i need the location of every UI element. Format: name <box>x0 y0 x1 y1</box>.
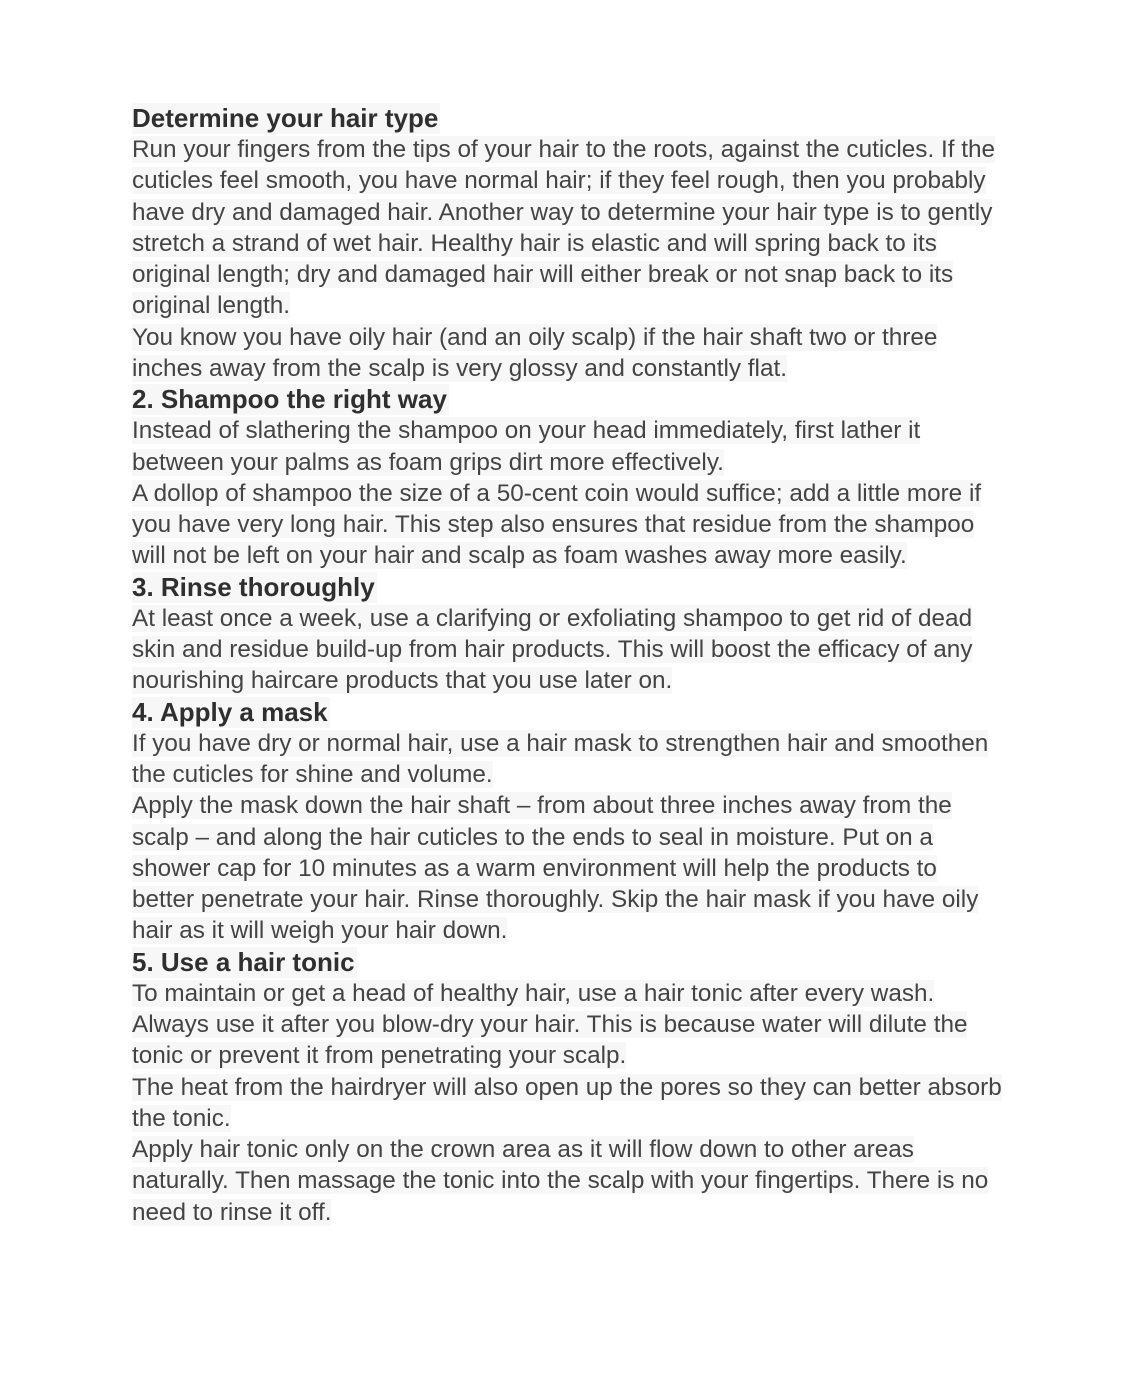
section-paragraph: If you have dry or normal hair, use a hair mask to strengthen hair and smoothen the cuticles for shine and volume. <box>132 729 989 789</box>
section-hair-type <box>132 103 1002 384</box>
section-paragraph: Run your fingers from the tips of your hair to the roots, against the cuticles. If the cuticles feel smooth, you have normal hair; if they feel rough, then you probably have dry and damaged hair. Another way to determine your hair type is to gently stretch a strand of wet hair. Healthy hair is elastic and will spring back to its original length; dry and damaged hair will either break or not snap back to its original length. <box>132 136 995 320</box>
section-paragraph: To maintain or get a head of healthy hair, use a hair tonic after every wash. Always use it after you blow-dry your hair. This is because water will dilute the tonic or prevent it from penetrating your scalp. <box>132 979 968 1070</box>
section-paragraph: You know you have oily hair (and an oily scalp) if the hair shaft two or three inches away from the scalp is very glossy and constantly flat. <box>132 323 938 382</box>
section-paragraph: The heat from the hairdryer will also open up the pores so they can better absorb the tonic. <box>132 1073 1002 1132</box>
section-paragraph: A dollop of shampoo the size of a 50-cent coin would suffice; add a little more if you have very long hair. This step also ensures that residue from the shampoo will not be left on your hair and scalp as foam washes away more easily. <box>132 479 982 570</box>
section-shampoo <box>132 384 1002 571</box>
section-heading: 2. Shampoo the right way <box>132 384 447 415</box>
section-heading: Determine your hair type <box>132 103 439 133</box>
section-heading: 5. Use a hair tonic <box>132 946 355 977</box>
section-mask <box>132 697 1002 947</box>
section-paragraph: At least once a week, use a clarifying or exfoliating shampoo to get rid of dead skin and residue build-up from hair products. This will boost the efficacy of any nourishing haircare products that you use later on. <box>132 604 973 695</box>
section-heading: 3. Rinse thoroughly <box>132 571 375 602</box>
article-body <box>132 103 1002 1228</box>
section-paragraph: Apply the mask down the hair shaft – from about three inches away from the scalp – and along the hair cuticles to the ends to seal in moisture. Put on a shower cap for 10 minutes as a warm environment will help the products to better penetrate your hair. Rinse thoroughly. Skip the hair mask if you have oily hair as it will weigh your hair down. <box>132 792 979 945</box>
section-paragraph: Apply hair tonic only on the crown area as it will flow down to other areas naturally. Then massage the tonic into the scalp with your fingertips. There is no need to rinse it off. <box>132 1136 989 1226</box>
section-rinse <box>132 572 1002 697</box>
section-tonic <box>132 947 1002 1228</box>
section-paragraph: Instead of slathering the shampoo on your head immediately, first lather it between your palms as foam grips dirt more effectively. <box>132 417 921 476</box>
section-heading: 4. Apply a mask <box>132 696 328 727</box>
